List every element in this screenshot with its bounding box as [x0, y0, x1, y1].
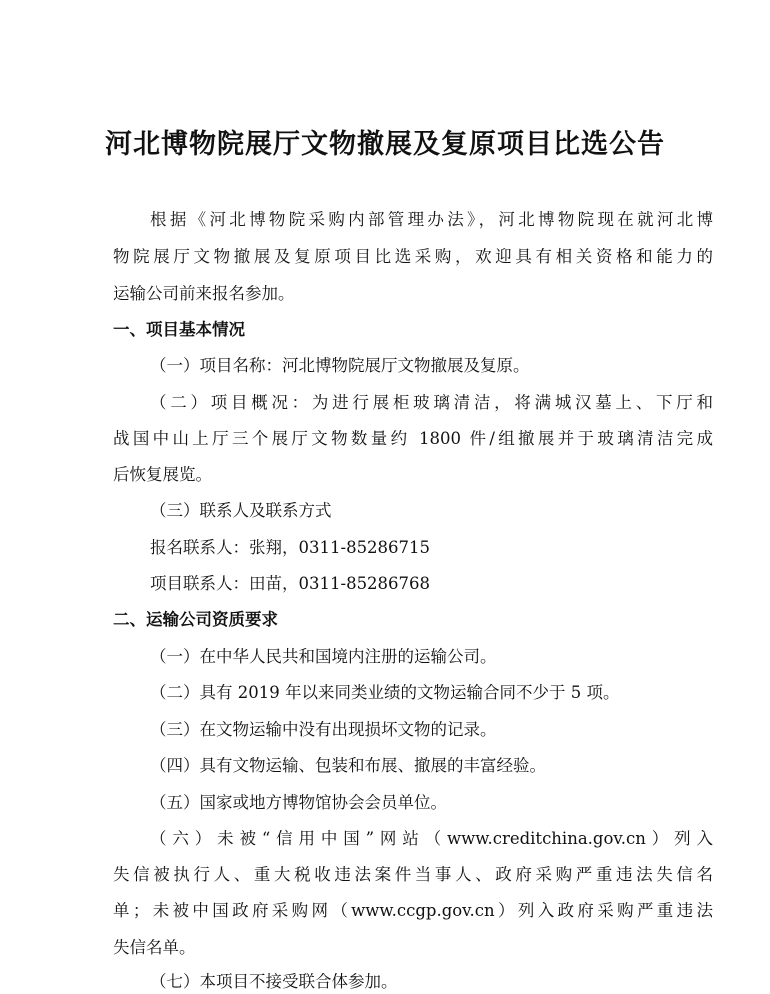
section2-heading: 二、运输公司资质要求 — [113, 610, 278, 629]
document-title: 河北博物院展厅文物撤展及复原项目比选公告 — [105, 129, 665, 160]
intro-line-2: 物院展厅文物撤展及复原项目比选采购，欢迎具有相关资格和能力的 — [113, 247, 713, 266]
requirement-6-line-4: 失信名单。 — [113, 938, 196, 957]
intro-line-1: 根据《河北博物院采购内部管理办法》，河北博物院现在就河北博 — [150, 210, 713, 229]
requirement-1: （一）在中华人民共和国境内注册的运输公司。 — [150, 647, 497, 666]
section1-heading: 一、项目基本情况 — [113, 320, 245, 339]
project-overview-line-3: 后恢复展览。 — [113, 465, 212, 484]
requirement-7: （七）本项目不接受联合体参加。 — [150, 972, 398, 991]
requirement-3: （三）在文物运输中没有出现损坏文物的记录。 — [150, 720, 497, 739]
requirement-6-line-3: 单；未被中国政府采购网（www.ccgp.gov.cn）列入政府采购严重违法 — [113, 901, 713, 920]
signup-contact: 报名联系人：张翔，0311-85286715 — [150, 538, 431, 557]
requirement-6-line-1: （六）未被“信用中国”网站（www.creditchina.gov.cn）列入 — [150, 829, 713, 848]
requirement-5: （五）国家或地方博物馆协会会员单位。 — [150, 793, 447, 812]
project-overview-line-2: 战国中山上厅三个展厅文物数量约 1800 件/组撤展并于玻璃清洁完成 — [113, 429, 713, 448]
requirement-6-line-2: 失信被执行人、重大税收违法案件当事人、政府采购严重违法失信名 — [113, 865, 713, 884]
contact-heading-item: （三）联系人及联系方式 — [150, 501, 332, 520]
requirement-2: （二）具有 2019 年以来同类业绩的文物运输合同不少于 5 项。 — [150, 683, 620, 702]
intro-line-3: 运输公司前来报名参加。 — [113, 284, 295, 303]
project-contact: 项目联系人：田苗，0311-85286768 — [150, 574, 431, 593]
requirement-4: （四）具有文物运输、包装和布展、撤展的丰富经验。 — [150, 756, 546, 775]
project-overview-line-1: （二）项目概况：为进行展柜玻璃清洁，将满城汉墓上、下厅和 — [150, 393, 713, 412]
project-name-item: （一）项目名称：河北博物院展厅文物撤展及复原。 — [150, 356, 530, 375]
